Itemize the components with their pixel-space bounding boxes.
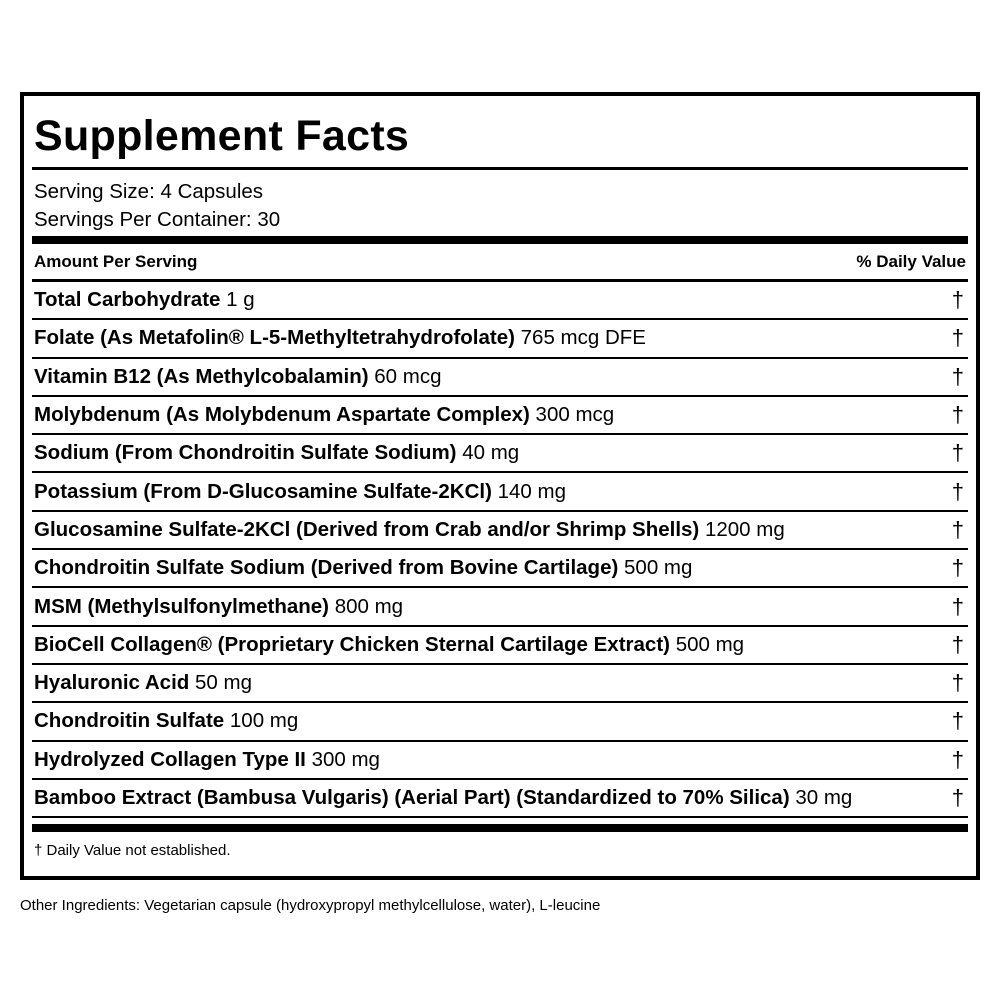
footnote: † Daily Value not established.: [34, 842, 231, 860]
nutrient-amount: 800 mg: [334, 594, 404, 618]
nutrient-label: [34, 556, 692, 580]
nutrient-amount: 765 mcg DFE: [520, 326, 646, 350]
nutrient-label: [34, 518, 785, 542]
nutrient-label: [34, 441, 519, 465]
daily-value-dagger: †: [951, 631, 964, 657]
nutrient-name: Chondroitin Sulfate: [34, 709, 225, 733]
nutrient-name: Sodium (From Chondroitin Sulfate Sodium): [34, 441, 457, 465]
daily-value-dagger: †: [951, 516, 964, 542]
nutrient-amount: 50 mg: [195, 671, 252, 695]
nutrient-label: [34, 403, 614, 427]
nutrient-amount: 1200 mg: [704, 517, 785, 541]
nutrient-label: [34, 365, 441, 389]
nutrient-amount: 40 mg: [462, 441, 520, 465]
nutrient-row: [32, 742, 968, 780]
nutrient-name: Chondroitin Sulfate Sodium (Derived from Bovine Cartilage): [34, 556, 619, 580]
nutrient-name: Potassium (From D-Glucosamine Sulfate-2KCl): [34, 479, 492, 503]
nutrient-row: [32, 627, 968, 665]
nutrient-name: Vitamin B12 (As Methylcobalamin): [34, 364, 369, 388]
nutrient-label: [34, 480, 566, 504]
nutrient-rows: [32, 282, 968, 818]
daily-value-label: % Daily Value: [856, 251, 966, 271]
nutrient-row: [32, 550, 968, 588]
nutrient-name: Hyaluronic Acid: [34, 671, 190, 695]
nutrient-name: MSM (Methylsulfonylmethane): [34, 594, 329, 618]
nutrient-amount: 140 mg: [497, 479, 567, 503]
nutrient-row: [32, 588, 968, 626]
nutrient-name: Molybdenum (As Molybdenum Aspartate Complex): [34, 403, 530, 427]
nutrient-label: [34, 748, 380, 772]
nutrient-row: [32, 435, 968, 473]
daily-value-dagger: †: [951, 593, 964, 619]
daily-value-dagger: †: [951, 402, 964, 428]
nutrient-name: Total Carbohydrate: [34, 288, 221, 312]
servings-per-container: Servings Per Container: 30: [34, 208, 281, 231]
daily-value-dagger: †: [951, 325, 964, 351]
nutrient-row: [32, 282, 968, 320]
nutrient-label: [34, 288, 255, 312]
serving-info: [32, 170, 968, 244]
daily-value-dagger: †: [951, 555, 964, 581]
nutrient-label: [34, 671, 252, 695]
amount-per-serving-label: Amount Per Serving: [34, 251, 198, 271]
nutrient-name: Bamboo Extract (Bambusa Vulgaris) (Aerial Part) (Standardized to 70% Silica): [34, 786, 790, 809]
rows-end-divider: [32, 818, 968, 832]
nutrient-label: [34, 633, 744, 657]
column-header: [32, 244, 968, 282]
daily-value-dagger: †: [951, 363, 964, 389]
nutrient-label: [34, 709, 298, 733]
daily-value-dagger: †: [951, 708, 964, 734]
nutrient-amount: 300 mcg: [535, 403, 615, 427]
nutrient-amount: 30 mg: [795, 786, 853, 809]
other-ingredients: Other Ingredients: Vegetarian capsule (hydroxypropyl methylcellulose, water), L-leucine: [20, 897, 601, 914]
nutrient-row: [32, 665, 968, 703]
daily-value-dagger: †: [951, 785, 964, 810]
supplement-facts-panel: [20, 92, 980, 880]
panel-title: Supplement Facts: [32, 96, 968, 170]
nutrient-row: [32, 780, 968, 818]
daily-value-dagger: †: [951, 670, 964, 696]
daily-value-dagger: †: [951, 287, 964, 313]
nutrient-amount: 60 mcg: [374, 364, 442, 388]
nutrient-row: [32, 473, 968, 511]
nutrient-label: [34, 786, 852, 810]
nutrient-amount: 500 mg: [624, 556, 693, 580]
nutrient-amount: 1 g: [226, 288, 255, 312]
daily-value-dagger: †: [951, 478, 964, 504]
nutrient-label: [34, 326, 646, 350]
nutrient-row: [32, 397, 968, 435]
nutrient-name: Hydrolyzed Collagen Type II: [34, 747, 306, 771]
daily-value-dagger: †: [951, 440, 964, 466]
nutrient-row: [32, 703, 968, 741]
nutrient-row: [32, 359, 968, 397]
nutrient-amount: 300 mg: [311, 747, 380, 771]
nutrient-label: [34, 595, 403, 619]
nutrient-name: Glucosamine Sulfate-2KCl (Derived from Crab and/or Shrimp Shells): [34, 517, 700, 541]
nutrient-row: [32, 320, 968, 358]
nutrient-amount: 100 mg: [229, 709, 299, 733]
nutrient-name: Folate (As Metafolin® L-5-Methyltetrahydrofolate): [34, 326, 515, 350]
nutrient-name: BioCell Collagen® (Proprietary Chicken Sternal Cartilage Extract): [34, 632, 670, 656]
nutrient-amount: 500 mg: [675, 632, 745, 656]
serving-size: Serving Size: 4 Capsules: [34, 180, 264, 203]
daily-value-dagger: †: [951, 746, 964, 772]
nutrient-row: [32, 512, 968, 550]
